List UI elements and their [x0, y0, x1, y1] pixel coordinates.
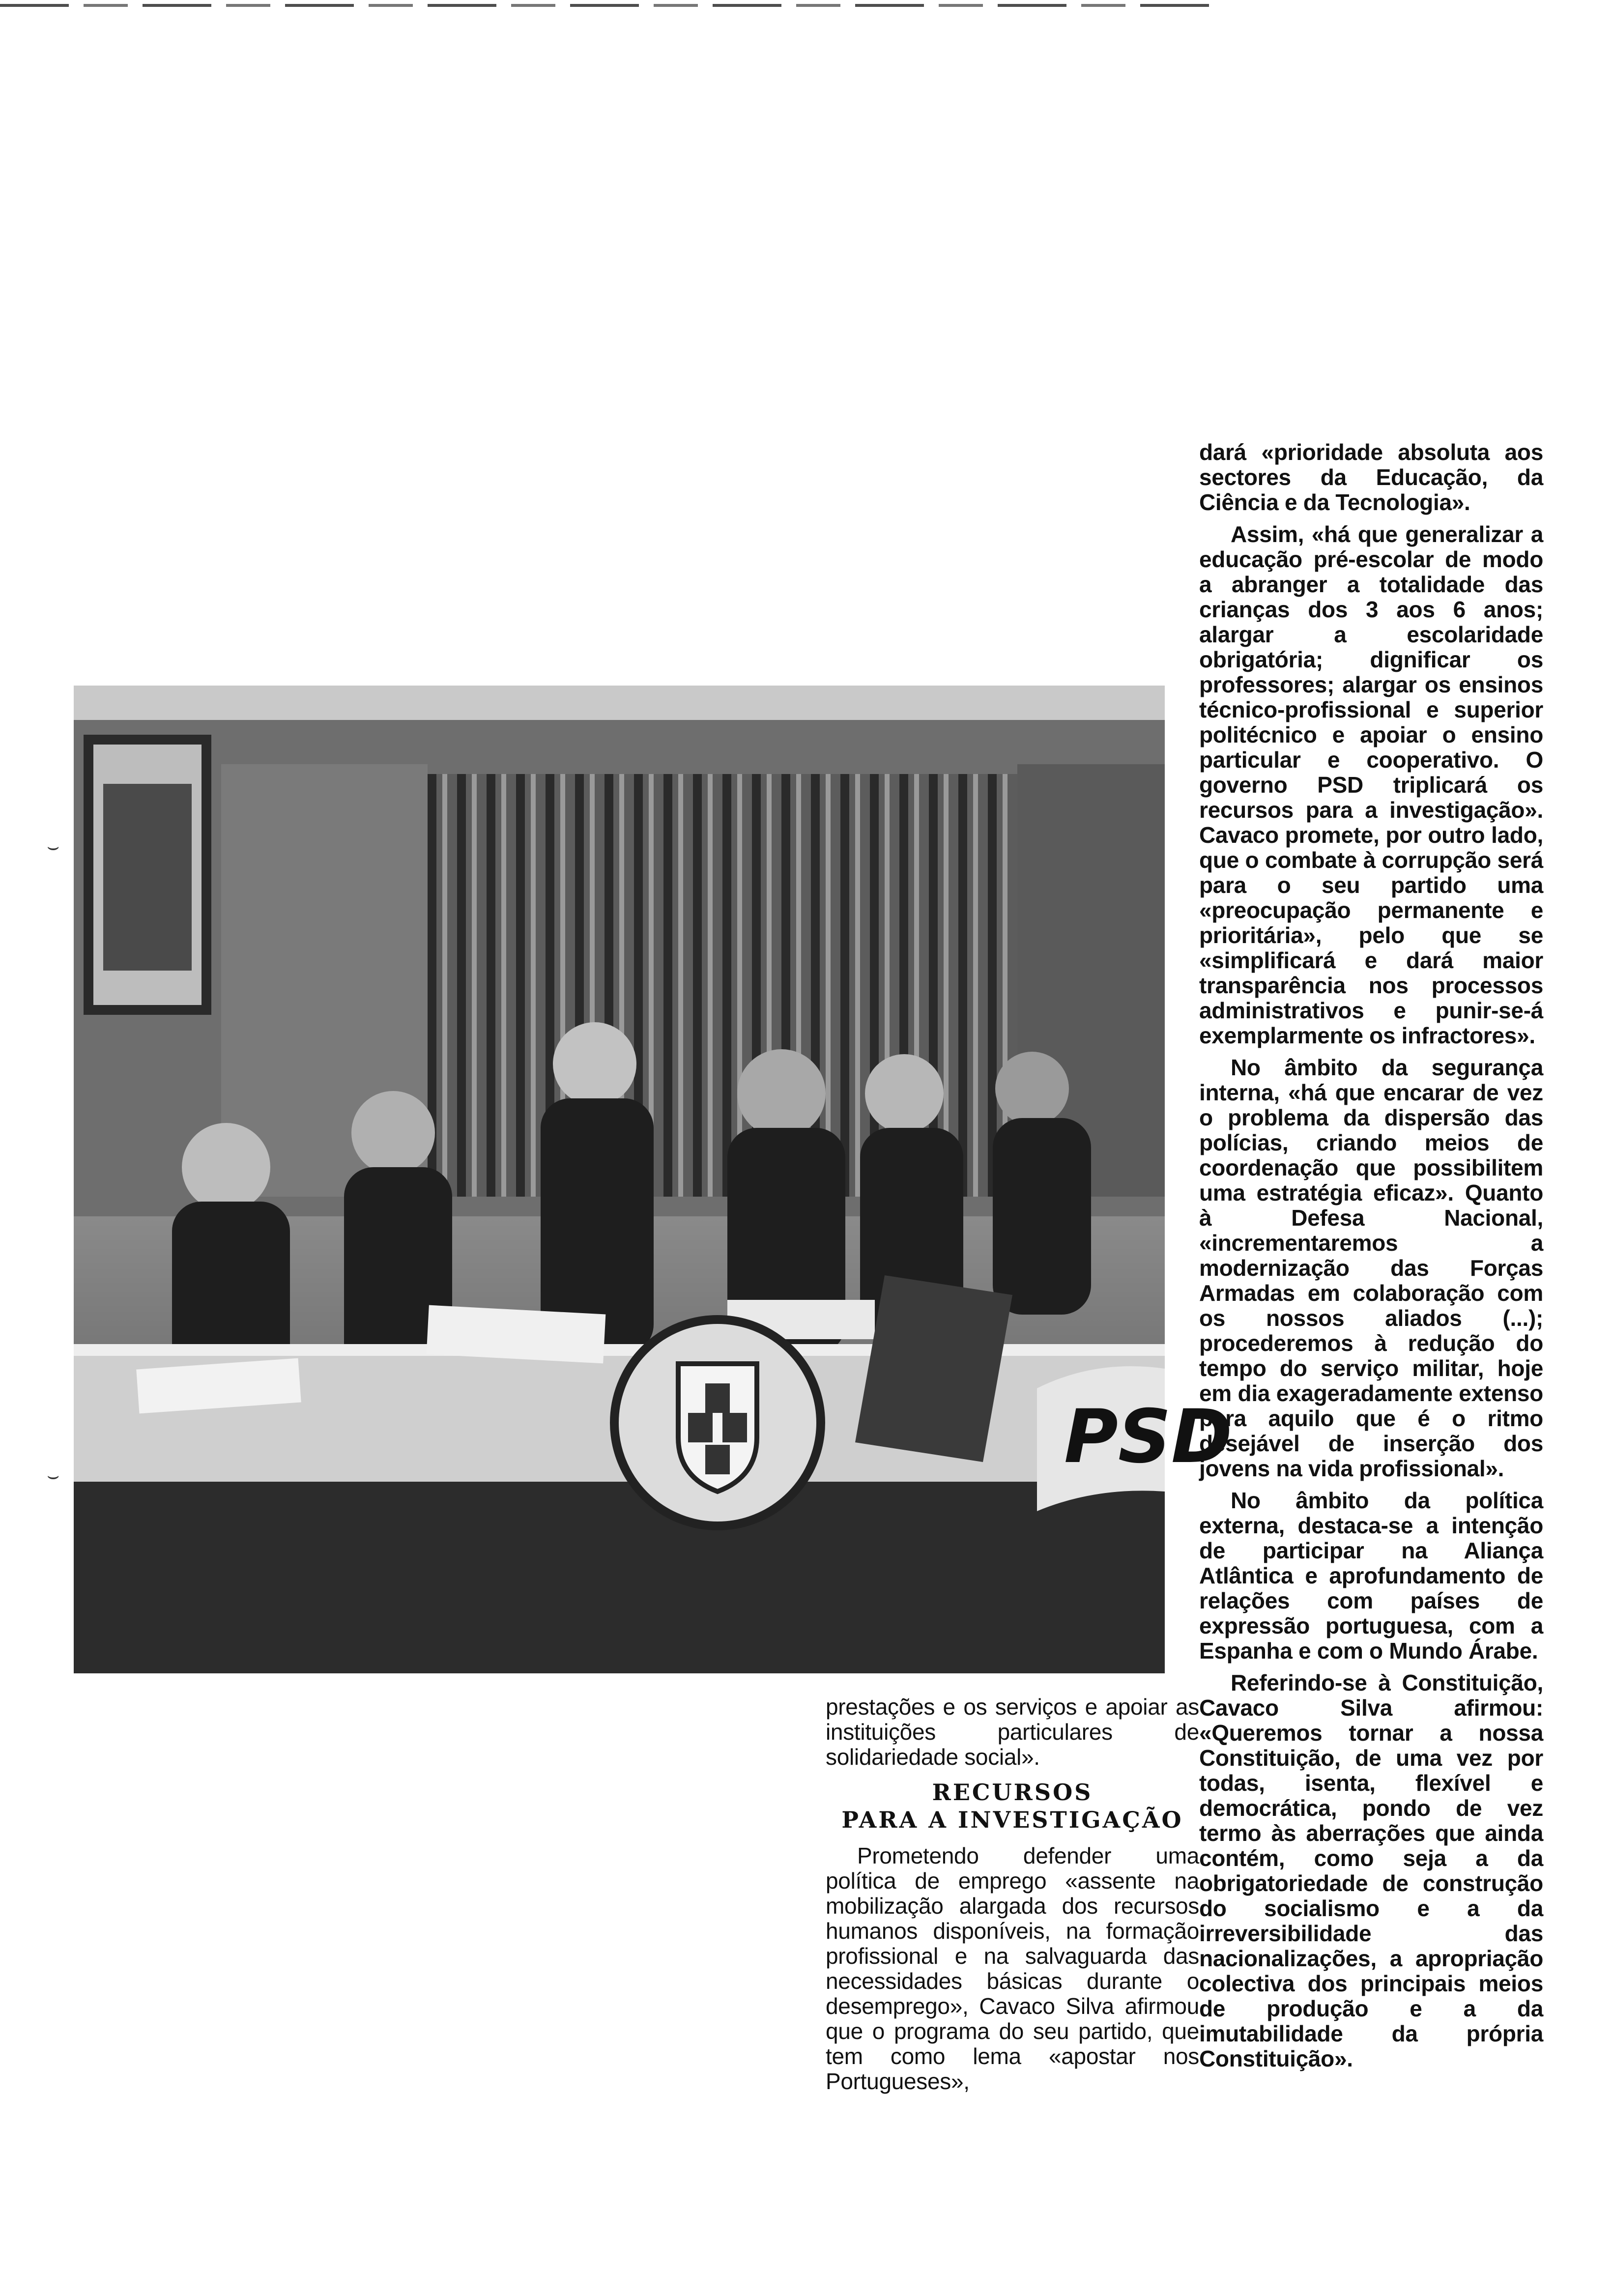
- subheading-line-2: PARA A INVESTIGAÇÃO: [841, 1807, 1183, 1833]
- paragraph: Assim, «há que generalizar a educação pré-escolar de modo a abranger a totalidade das crianças dos 3 aos 6 anos; alargar a escolaridade obrigatória; dignificar os professores; alargar os ensinos técnico-profissional e superior politécnico e apoiar o ensino particular e cooperativo. O governo PSD triplicará os recursos para a investigação». Cavaco promete, por outro lado, que o combate à corrupção será para o seu partido uma «preocupação permanente e prioritária», pelo que se «simplificará e dará maior transparência nos processos administrativos e punir-se-á exemplarmente os infractores».: [1199, 521, 1543, 1048]
- portuguese-coat-of-arms: [614, 1320, 821, 1526]
- paragraph: Prometendo defender uma política de emprego «assente na mobilização alargada dos recursos humanos disponíveis, na formação profissional e na salvaguarda das necessidades básicas durante o desemprego», Cavaco Silva afirmou que o programa do seu partido, que tem como lema «apostar nos Portugueses»,: [826, 1843, 1199, 2094]
- paragraph: dará «prioridade absoluta aos sectores da Educação, da Ciência e da Tecnologia».: [1199, 439, 1543, 515]
- scan-mark: ⌣: [47, 835, 60, 858]
- banner-text: PSD: [1064, 1394, 1233, 1480]
- paragraph: Referindo-se à Constituição, Cavaco Silva afirmou: «Queremos tornar a nossa Constituição, de uma vez por todas, isenta, flexível e democrática, pondo de vez termo às aberrações que ainda contém, como seja a da obrigatoriedade de construção do socialismo e a da irreversibilidade das nacionalizações, a apropriação colectiva dos principais meios de produção e a da imutabilidade da própria Constituição».: [1199, 1670, 1543, 2071]
- scan-mark: ⌣: [47, 1464, 60, 1487]
- right-text-column: [1199, 440, 1543, 2071]
- scan-top-edge: [0, 4, 1214, 7]
- paragraph-lead: prestações e os serviços e apoiar as instituições particulares de solidariedade social».: [826, 1694, 1199, 1770]
- paragraph: No âmbito da política externa, destaca-se a intenção de participar na Aliança Atlântica e aprofundamento de relações com países de expressão portuguesa, com a Espanha e com o Mundo Árabe.: [1199, 1488, 1543, 1664]
- press-conference-photo: [74, 686, 1233, 1673]
- bottom-text-column: [826, 1694, 1199, 2094]
- section-subheading: [826, 1779, 1199, 1834]
- subheading-line-1: RECURSOS: [932, 1779, 1093, 1806]
- paragraph: No âmbito da segurança interna, «há que encarar de vez o problema da dispersão das polícias, criando meios de coordenação que possibilitem uma estratégia eficaz». Quanto à Defesa Nacional, «incrementaremos a modernização das Forças Armadas em colaboração com os nossos aliados (...); procederemos à redução do tempo do serviço militar, hoje em dia exageradamente extenso para aquilo que é o ritmo desejável de inserção dos jovens na vida profissional».: [1199, 1055, 1543, 1481]
